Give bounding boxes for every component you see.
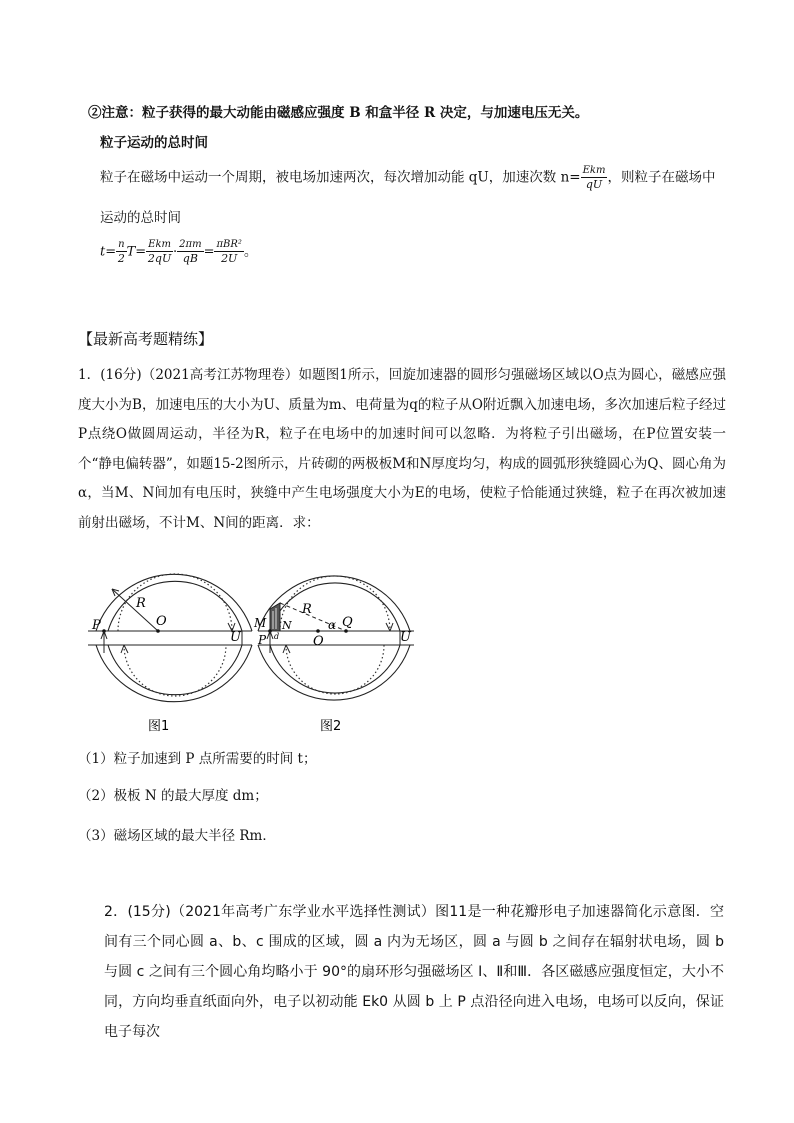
figure-1 [88, 574, 252, 734]
note-2: ②注意：粒子获得的最大动能由磁感应强度 B 和盒半径 R 决定，与加速电压无关。 [88, 105, 589, 121]
fig2-label-M: M [254, 616, 267, 630]
fig2-label-d: d [274, 632, 280, 641]
formula-frac-3-den: 2U [221, 252, 238, 265]
formula-frac-2-num: 2πm [179, 239, 202, 250]
question-3: （3）磁场区域的最大半径 Rm． [78, 828, 276, 844]
fig2-label-U: U [400, 630, 411, 645]
line1-text-a: 粒子在磁场中运动一个周期，被电场加速两次，每次增加动能 qU，加速次数 n= [100, 169, 581, 186]
formula-frac-2 [177, 240, 203, 264]
formula-t: t= [100, 244, 117, 260]
fig1-label-R: R [136, 596, 146, 611]
question-1: （1）粒子加速到 P 点所需要的时间 t； [78, 751, 317, 767]
fig1-label-O: O [156, 614, 167, 629]
question-2: （2）极板 N 的最大厚度 dm； [78, 788, 268, 804]
fig2-label-O: O [313, 634, 324, 649]
fraction-denominator: qU [585, 178, 603, 191]
fig1-label-U: U [230, 630, 241, 645]
fig1-caption: 图1 [148, 719, 170, 734]
problem-2-text: 2．(15分)（2021年高考广东学业水平选择性测试）图11是一种花瓣形电子加速器简化示意图．空间有三个同心圆 a、b、c 围成的区域，圆 a 内为无场区，圆 a 与圆 b 之间存在辐射状电场，圆 b 与圆 c 之间有三个圆心角均略小于 90°的扇环形匀强磁场区 Ⅰ、Ⅱ和Ⅲ．各区磁感应强度恒定，大小不同，方向均垂直纸面向外，电子以初动能 Ek0 从圆 b 上 P 点沿径向进入电场，电场可以反向，保证电子每次 [104, 904, 724, 1040]
formula-dot: · [173, 244, 178, 260]
fig1-label-P: P [92, 618, 101, 633]
total-time-line-2: 运动的总时间 [100, 210, 181, 226]
formula-frac-1 [146, 240, 173, 264]
figure-2 [253, 576, 414, 734]
formula-two: 2 [117, 252, 125, 265]
fig2-label-N: N [282, 619, 292, 632]
fraction-numerator: Ekm [582, 165, 606, 176]
formula-frac-1-num: Ekm [148, 239, 171, 250]
fig2-label-R: R [302, 602, 312, 617]
formula-n-over-2 [116, 240, 126, 264]
section-title: 【最新高考题精练】 [78, 330, 214, 348]
fig2-label-P: P [258, 633, 267, 647]
total-time-formula [100, 240, 257, 264]
formula-T: T= [126, 244, 147, 260]
fig2-label-alpha: α [328, 618, 337, 632]
formula-frac-3-num: πBR² [216, 239, 242, 250]
problem-1-text: 1．(16分)（2021高考江苏物理卷）如题图1所示，回旋加速器的圆形匀强磁场区域以O点为圆心，磁感应强度大小为B，加速电压的大小为U、质量为m、电荷量为q的粒子从O附近飘入加速电场，多次加速后粒子经过P点绕O做圆周运动，半径为R，粒子在电场中的加速时间可以忽略．为将粒子引出磁场，在P位置安装一个“静电偏转器”，如题15-2图所示，片砖砌的两极板M和N厚度均匀，构成的圆弧形狭缝圆心为Q、圆心角为α，当M、N间加有电压时，狭缝中产生电场强度大小为E的电场，使粒子恰能通过狭缝，粒子在再次被加速前射出磁场，不计M、N间的距离．求： [78, 367, 726, 531]
fig2-label-Q: Q [342, 615, 353, 630]
formula-eq: = [203, 244, 215, 260]
formula-end: 。 [243, 244, 257, 260]
ekm-over-qu-fraction [581, 166, 608, 190]
cyclotron-figures [84, 563, 424, 738]
formula-frac-1-den: 2qU [147, 252, 172, 265]
line1-text-b: ，则粒子在磁场中 [607, 169, 716, 186]
formula-n: n [118, 239, 125, 250]
formula-frac-3 [214, 240, 243, 264]
fig2-caption: 图2 [320, 719, 342, 734]
total-time-line-1 [100, 166, 715, 190]
total-time-title: 粒子运动的总时间 [100, 135, 208, 151]
formula-frac-2-den: qB [182, 252, 198, 265]
